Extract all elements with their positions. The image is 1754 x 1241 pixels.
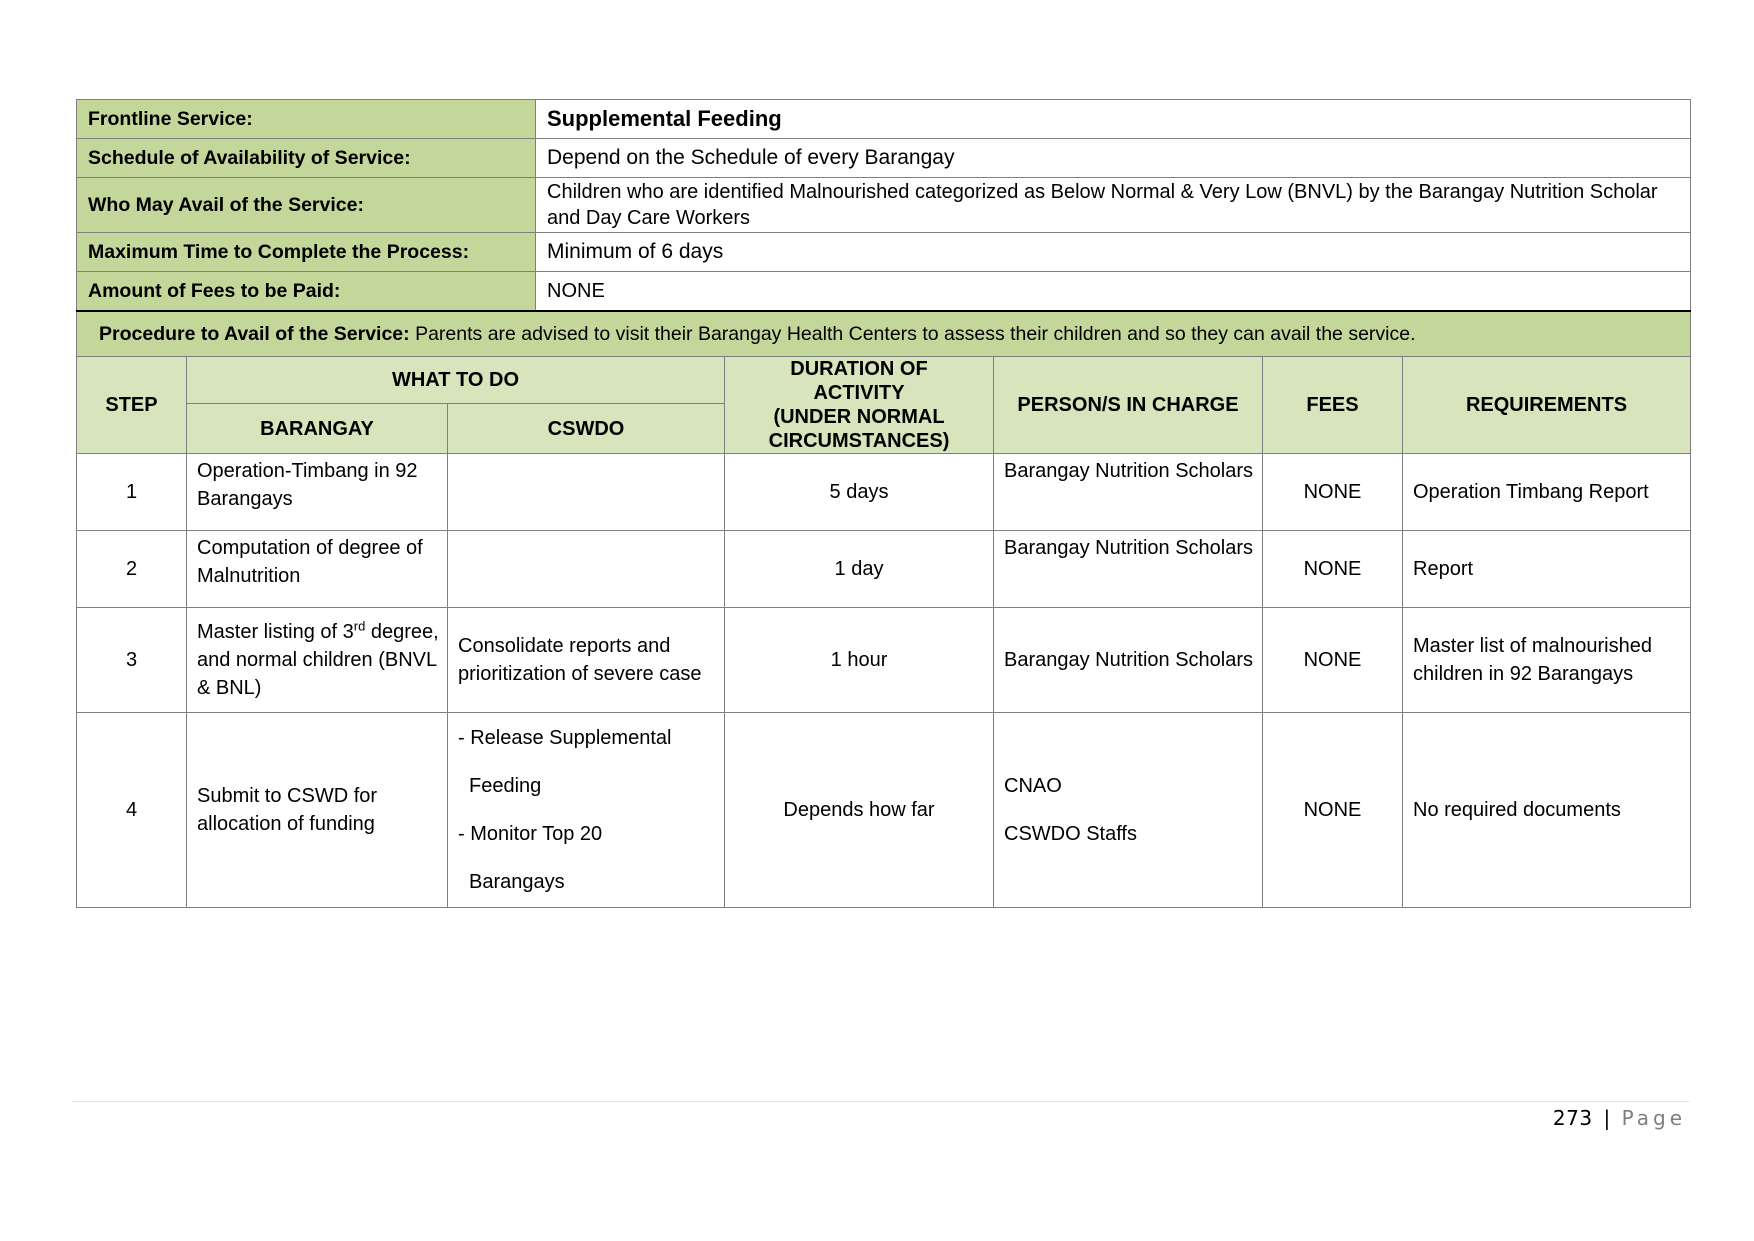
table-row [77,531,1691,608]
header-row-1 [77,357,1691,404]
cswdo-list-line: - Release Supplemental [458,727,672,749]
cswdo-action: Consolidate reports and prioritization of severe case [448,608,725,713]
info-row-max-time [77,233,1691,272]
barangay-action: Submit to CSWD for allocation of funding [187,713,448,908]
duration: Depends how far [725,713,994,908]
cswdo-list-line: Barangays [469,871,565,893]
page-number-separator: | [1603,1106,1611,1130]
person-line: CSWDO Staffs [1004,823,1137,845]
person-in-charge: Barangay Nutrition Scholars [994,608,1263,713]
page-number-value: 273 [1552,1106,1593,1130]
info-value: NONE [536,272,1691,311]
procedure-banner-row [77,311,1691,357]
info-value: Depend on the Schedule of every Barangay [536,139,1691,178]
header-fees: FEES [1263,357,1403,454]
info-value: Supplemental Feeding [536,100,1691,139]
info-label: Maximum Time to Complete the Process: [77,233,536,272]
requirements: Master list of malnourished children in 92 Barangays [1403,608,1691,713]
table-row [77,713,1691,908]
fees: NONE [1263,608,1403,713]
header-duration-line: CIRCUMSTANCES) [768,430,950,452]
cswdo-action [448,454,725,531]
header-step: STEP [77,357,187,454]
barangay-action [187,608,448,713]
info-row-fees [77,272,1691,311]
service-info-table [76,99,1691,311]
header-person-in-charge: PERSON/S IN CHARGE [994,357,1263,454]
cswdo-action [448,531,725,608]
info-label: Schedule of Availability of Service: [77,139,536,178]
person-in-charge: Barangay Nutrition Scholars [994,454,1263,531]
step-number: 4 [77,713,187,908]
info-row-who-may-avail [77,178,1691,233]
duration: 1 day [725,531,994,608]
header-what-to-do: WHAT TO DO [187,357,725,404]
requirements: Report [1403,531,1691,608]
ordinal-superscript: rd [353,618,366,634]
info-label: Amount of Fees to be Paid: [77,272,536,311]
barangay-action: Computation of degree of Malnutrition [187,531,448,608]
info-value: Children who are identified Malnourished categorized as Below Normal & Very Low (BNVL) by the Barangay Nutrition Scholar and Day Care Workers [536,178,1691,233]
fees: NONE [1263,713,1403,908]
person-in-charge: Barangay Nutrition Scholars [994,531,1263,608]
step-number: 3 [77,608,187,713]
footer-divider [72,1101,1690,1102]
cswdo-action [448,713,725,908]
header-duration-line: (UNDER NORMAL [773,406,945,428]
fees: NONE [1263,454,1403,531]
step-number: 1 [77,454,187,531]
barangay-action: Operation-Timbang in 92 Barangays [187,454,448,531]
fees: NONE [1263,531,1403,608]
header-duration-line: DURATION OF [790,358,928,380]
requirements: Operation Timbang Report [1403,454,1691,531]
person-in-charge [994,713,1263,908]
requirements: No required documents [1403,713,1691,908]
duration: 1 hour [725,608,994,713]
info-row-schedule [77,139,1691,178]
header-barangay: BARANGAY [187,404,448,454]
procedure-banner-label: Procedure to Avail of the Service: [99,322,410,345]
header-duration-line: ACTIVITY [813,382,905,404]
page-number [1553,1106,1686,1130]
cswdo-list-line: - Monitor Top 20 [458,823,603,845]
table-row [77,454,1691,531]
step-number: 2 [77,531,187,608]
info-label: Frontline Service: [77,100,536,139]
procedure-banner [77,311,1691,357]
page-word: Page [1621,1106,1686,1130]
barangay-action-text: degree, and normal children (BNVL & BNL) [197,621,439,699]
procedure-table [76,310,1691,908]
header-duration [725,357,994,454]
info-label: Who May Avail of the Service: [77,178,536,233]
header-requirements: REQUIREMENTS [1403,357,1691,454]
duration: 5 days [725,454,994,531]
barangay-action-text: Master listing of 3 [197,621,354,643]
cswdo-list-line: Feeding [469,775,542,797]
info-value: Minimum of 6 days [536,233,1691,272]
info-row-frontline-service [77,100,1691,139]
person-line: CNAO [1004,775,1062,797]
procedure-banner-text: Parents are advised to visit their Barangay Health Centers to assess their children and so they can avail the service. [409,322,1416,345]
table-row [77,608,1691,713]
header-cswdo: CSWDO [448,404,725,454]
